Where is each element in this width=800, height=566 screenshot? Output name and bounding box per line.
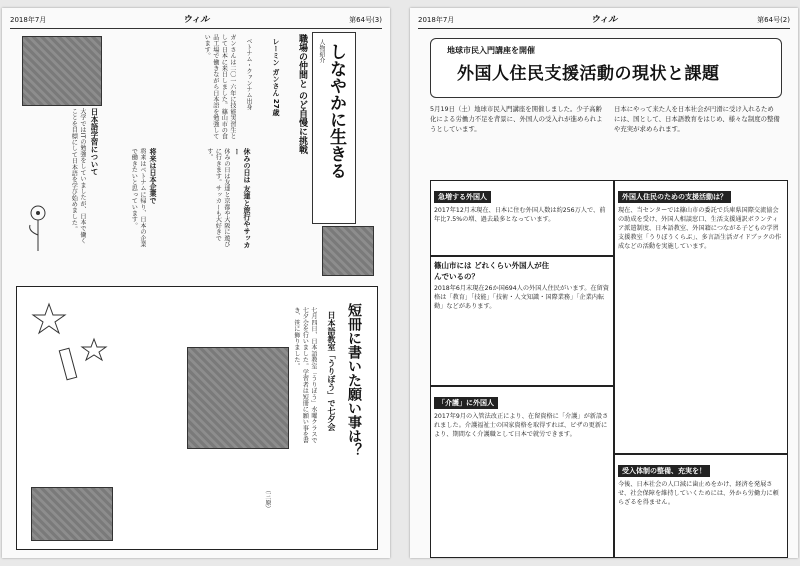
sec2-heading: 篠山市には どれくらい外国人が住んでいるの？ [434,261,550,281]
sec-holiday-heading: 休みの日は 友達と旅行やサッカー [233,148,251,249]
tanabata-photo-2 [31,487,113,541]
flower-drawing [24,203,52,253]
profile-photo-2 [322,226,374,276]
sec-holiday [162,148,252,258]
sec1-box [430,180,614,256]
intro-right: 日本にやって来た人を日本社会が円滑に受け入れるためには、国として、日本語教育をはじめ、様々な制度の整備や充実が求められます。 [614,105,780,133]
tanabata-body: 七月四日、日本語教室「うりぼう」水曜クラスで七夕会を行いました。学習者は短冊に願い事を書き、笹に飾りました。 [292,307,317,444]
sec-holiday-body: 休みの日は友達と京都や大阪に遊びに行きます。サッカーも大好きです。 [205,148,230,248]
profile-body: ガンさんは二〇一六年に技能実習生として日本に来日しました。篠山市の食品工場で働きながら日本語を勉強しています。 [203,34,236,140]
sec-future [102,148,158,258]
flower-icon [24,203,52,253]
header-issue: 第64号(2) [757,16,790,24]
header-date: 2018年7月 [10,16,47,24]
profile-series: 人物紹介 [318,39,325,63]
sec4-body: 現在、当センターでは篠山市の委託で兵庫県国際交流協会の助成を受け、外国人相談窓口、生活支援通訳ボランティア派遣制度、日本語教室、外国籍につながる子どもの学習支援教室「うりぼうくらぶ」、多言語生活ガイドブックの作成などの活動を実施しています。 [618,207,782,250]
right-page [410,8,798,558]
sec-future-body: 将来はベトナムに帰り、日本の企業で働きたいと思っています。 [130,148,146,248]
sec3-heading: 「介護」に外国人 [434,397,498,409]
header-logo: ウィル [590,15,618,25]
header-issue: 第64号(3) [349,16,382,24]
title-box [430,38,782,98]
tanabata-photo-1 [187,347,289,449]
sec3-box [430,386,614,558]
sec3-body: 2017年9月の入管法改正により、在留資格に「介護」が新設されました。介護福祉士の国家資格を取得すれば、ビザの更新により、期間なく介護職として日本で就労できます。 [434,413,609,438]
tanabata-sub: 日本語教室「うりぼう」で七夕会 [327,311,336,431]
header-date: 2018年7月 [418,16,455,24]
sec1-body: 2017年12月末現在、日本に住む外国人数は約256万人で、前年比7.5%の増、過去最多となっています。 [434,207,606,223]
profile-origin: ベトナム・クァンナム出身 [245,38,252,110]
star-icon [29,299,119,389]
tanabata-headline: 短冊に書いた願い事は？ [346,303,362,457]
tanabata-decor [29,299,119,389]
left-page [2,8,390,558]
sec-japanese-heading: 日本語学習について [90,108,99,176]
sec5-heading: 受入体制の整備、充実を！ [618,465,710,477]
sec5-box [614,454,788,558]
sec5-body: 今後、日本社会の人口減に歯止めをかけ、経済を発展させ、社会保障を維持していくためには、外から労働力に頼らざるを得ません。 [618,481,779,506]
profile-photo [22,36,102,106]
profile-headline: しなやかに生きる [326,43,346,179]
sec-future-heading: 将来は日本企業で [149,148,157,204]
profile-title-column [312,32,356,224]
tanabata-article [16,286,378,550]
lead-text: 5月19日（土）地球市民入門講座を開催しました。少子高齢化による労働力不足を背景に、外国人の受入れが進められようとしています。 [430,105,603,133]
header-logo: ウィル [182,15,210,25]
kicker: 地球市民入門講座を開催 [447,46,535,55]
page-header [10,14,382,29]
profile-subtitle: 職場の仲間と のど自慢に挑戦 [297,34,307,155]
tanabata-credit: （三原） [264,487,271,512]
headline: 外国人住民支援活動の現状と課題 [457,64,720,84]
sec2-box [430,256,614,386]
profile-subtitle-column [260,34,308,164]
profile-name: レーミン ガンさん 27歳 [272,38,280,116]
sec4-box [614,180,788,454]
page-header [418,14,790,29]
sec4-heading: 外国人住民のための支援活動は？ [618,191,731,203]
sec2-body: 2018年6月末現在26か国694人の外国人住民がいます。在留資格は「教育」「技能」「技術・人文知識・国際業務」「企業内転勤」などがあります。 [434,285,609,310]
sec1-heading: 急増する外国人 [434,191,491,203]
sec-japanese-body: 大学ではITの勉強をしていましたが、日本で働くことを目標にして日本語を学び始めました。 [70,108,86,244]
